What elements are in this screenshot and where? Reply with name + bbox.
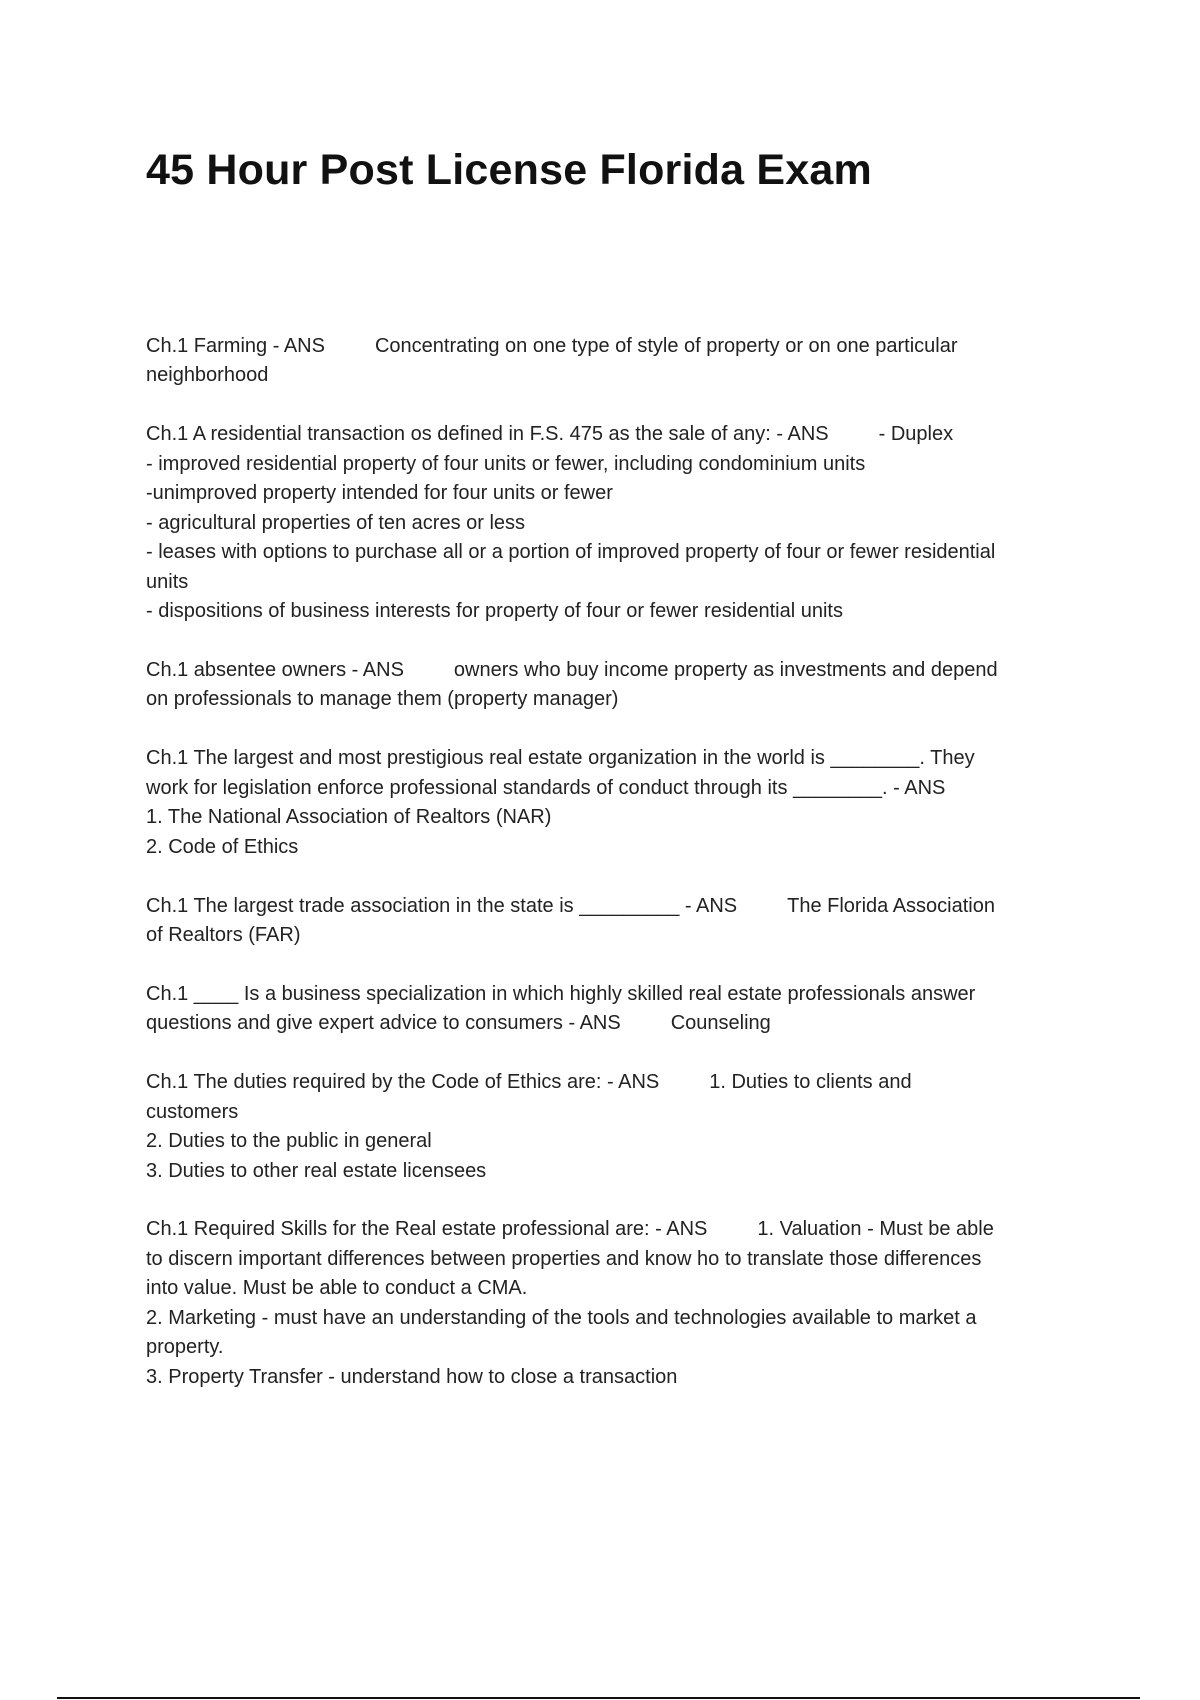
line-text: Ch.1 ____ Is a business specialization in which highly skilled real estate professionals answer [146, 982, 976, 1005]
line-text: - dispositions of business interests for property of four or fewer residential units [146, 600, 843, 623]
text-line [146, 1304, 1106, 1333]
question-text: questions and give expert advice to consumers - ANS [146, 1012, 621, 1035]
text-line [146, 1098, 1106, 1127]
text-line [146, 1274, 1106, 1303]
question-text: Ch.1 The duties required by the Code of Ethics are: - ANS [146, 1071, 660, 1094]
text-line [146, 450, 1106, 479]
text-line [146, 361, 1106, 390]
text-line [146, 744, 1106, 773]
answer-text: - Duplex [878, 423, 954, 446]
line-text: 2. Marketing - must have an understanding of the tools and technologies available to market a [146, 1306, 977, 1329]
qa-list [146, 332, 1106, 1422]
qa-item [146, 656, 1106, 715]
qa-item [146, 892, 1106, 951]
text-line [146, 892, 1106, 921]
text-line [146, 803, 1106, 832]
text-line [146, 1363, 1106, 1392]
answer-text: Concentrating on one type of style of property or on one particular [374, 335, 958, 357]
text-line [146, 685, 1106, 714]
line-text: Ch.1 The largest and most prestigious real estate organization in the world is ________. They [146, 747, 975, 770]
line-text: - leases with options to purchase all or a portion of improved property of four or fewer residential [146, 541, 996, 564]
text-line [146, 332, 1106, 361]
qa-item [146, 1068, 1106, 1186]
line-text: neighborhood [146, 364, 269, 387]
qa-item [146, 744, 1106, 862]
qa-item [146, 332, 1106, 391]
qa-item [146, 1215, 1106, 1392]
line-text: -unimproved property intended for four units or fewer [146, 482, 613, 505]
line-text: 3. Duties to other real estate licensees [146, 1159, 487, 1182]
qa-item [146, 980, 1106, 1039]
answer-text: 1. Valuation - Must be able [757, 1218, 994, 1241]
text-line [146, 1068, 1106, 1097]
line-text: - agricultural properties of ten acres or less [146, 511, 526, 534]
text-line [146, 774, 1106, 803]
question-text: Ch.1 A residential transaction os defined in F.S. 475 as the sale of any: - ANS [146, 423, 829, 446]
text-line [146, 1215, 1106, 1244]
line-text: of Realtors (FAR) [146, 924, 301, 946]
line-text: work for legislation enforce professional standards of conduct through its ________. - ANS [146, 776, 946, 799]
text-line [146, 1009, 1106, 1038]
text-line [146, 420, 1106, 449]
question-text: Ch.1 absentee owners - ANS [146, 658, 404, 681]
text-line [146, 921, 1106, 950]
line-text: units [146, 570, 189, 593]
text-line [146, 568, 1106, 597]
answer-text: 1. Duties to clients and [709, 1071, 912, 1094]
line-text: into value. Must be able to conduct a CMA. [146, 1277, 528, 1300]
line-text: - improved residential property of four units or fewer, including condominium units [146, 452, 866, 475]
answer-text: The Florida Association [787, 894, 995, 917]
line-text: on professionals to manage them (property manager) [146, 688, 619, 711]
text-line [146, 1333, 1106, 1362]
text-line [146, 980, 1106, 1009]
question-text: Ch.1 The largest trade association in the state is _________ - ANS [146, 894, 738, 917]
text-line [146, 1157, 1106, 1186]
answer-text: owners who buy income property as investments and depend [453, 658, 998, 681]
line-text: customers [146, 1100, 239, 1123]
text-line [146, 833, 1106, 862]
text-line [146, 1245, 1106, 1274]
text-line [146, 538, 1106, 567]
answer-text: Counseling [670, 1012, 771, 1035]
line-text: 2. Code of Ethics [146, 835, 299, 858]
line-text: 3. Property Transfer - understand how to close a transaction [146, 1365, 678, 1388]
text-line [146, 509, 1106, 538]
text-line [146, 479, 1106, 508]
line-text: 1. The National Association of Realtors (NAR) [146, 806, 552, 829]
document-title: 45 Hour Post License Florida Exam [146, 146, 872, 194]
question-text: Ch.1 Required Skills for the Real estate professional are: - ANS [146, 1218, 708, 1241]
text-line [146, 1127, 1106, 1156]
qa-item [146, 420, 1106, 626]
text-line [146, 597, 1106, 626]
line-text: to discern important differences between properties and know ho to translate those differences [146, 1247, 982, 1270]
line-text: property. [146, 1336, 224, 1359]
line-text: 2. Duties to the public in general [146, 1130, 432, 1153]
footer-divider [57, 1697, 1140, 1699]
text-line [146, 656, 1106, 685]
question-text: Ch.1 Farming - ANS [146, 335, 325, 357]
